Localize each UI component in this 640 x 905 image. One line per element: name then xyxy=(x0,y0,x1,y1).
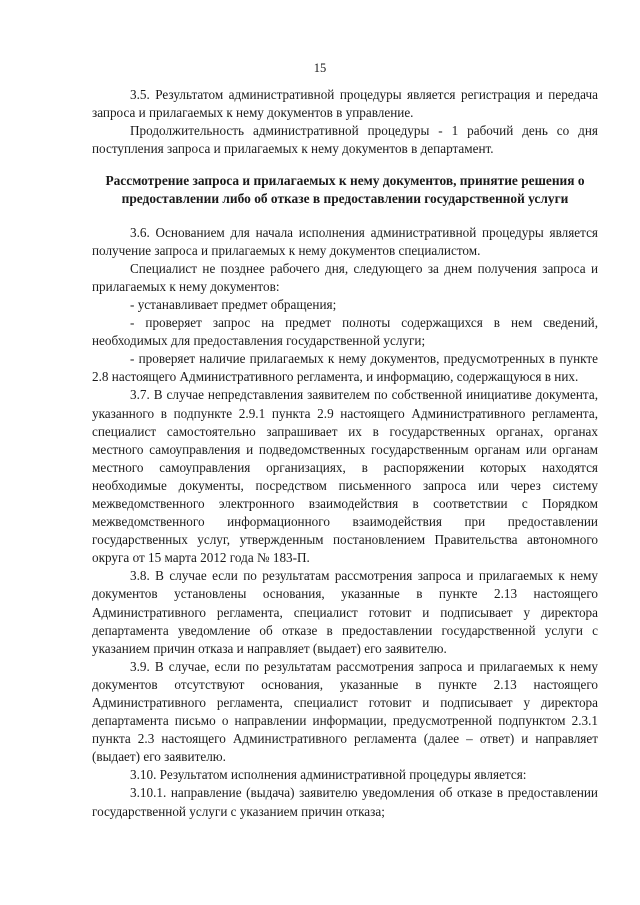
paragraph-3-9: 3.9. В случае, если по результатам рассмотрения запроса и прилагаемых к нему документов отсутствуют основания, указанные в пункте 2.13 настоящего Административного регламента, специалист готовит и подписывает у директора департамента письмо о направлении информации, предусмотренной подпунктом 2.3.1 пункта 2.3 настоящего Административного регламента (далее – ответ) и направляет (выдает) его заявителю. xyxy=(92,658,598,765)
document-body xyxy=(92,86,598,821)
list-item: - проверяет наличие прилагаемых к нему документов, предусмотренных в пункте 2.8 настоящего Административного регламента, и информацию, содержащуюся в них. xyxy=(92,351,598,385)
paragraph-3-6: 3.6. Основанием для начала исполнения административной процедуры является получение запроса и прилагаемых к нему документов специалистом. xyxy=(92,224,598,258)
paragraph-3-10-1: 3.10.1. направление (выдача) заявителю уведомления об отказе в предоставлении государственной услуги с указанием причин отказа; xyxy=(92,785,598,819)
page-number: 15 xyxy=(313,61,327,75)
paragraph-3-10: 3.10. Результатом исполнения административной процедуры является: xyxy=(130,767,527,783)
list-item: - проверяет запрос на предмет полноты содержащихся в нем сведений, необходимых для предоставления государственной услуги; xyxy=(92,315,598,349)
paragraph-3-7: 3.7. В случае непредставления заявителем по собственной инициативе документа, указанного в подпункте 2.9.1 пункта 2.9 настоящего Административного регламента, специалист самостоятельно запрашивает их в государственных органах, органах местного самоуправления и подведомственных государственным органам или органам местного самоуправления организациях, в распоряжении которых находятся необходимые документы, посредством письменного запроса или через систему межведомственного электронного взаимодействия в соответствии с Порядком межведомственного информационного взаимодействия при предоставлении государственных услуг, утвержденным постановлением Правительства автономного округа от 15 марта 2012 года № 183-П. xyxy=(92,387,598,566)
paragraph-3-5: 3.5. Результатом административной процедуры является регистрация и передача запроса и прилагаемых к нему документов в управление. xyxy=(92,87,598,121)
paragraph-specialist: Специалист не позднее рабочего дня, следующего за днем получения запроса и прилагаемых к нему документов: xyxy=(92,260,598,294)
paragraph-duration: Продолжительность административной процедуры - 1 рабочий день со дня поступления запроса и прилагаемых к нему документов в департамент. xyxy=(92,123,598,157)
section-heading: Рассмотрение запроса и прилагаемых к нему документов, принятие решения о предоставлении либо об отказе в предоставлении государственной услуги xyxy=(105,173,585,207)
paragraph-3-8: 3.8. В случае если по результатам рассмотрения запроса и прилагаемых к нему документов установлены основания, указанные в пункте 2.13 настоящего Административного регламента, специалист готовит и подписывает у директора департамента уведомление об отказе в предоставлении государственной услуги с указанием причин отказа и направляет (выдает) его заявителю. xyxy=(92,568,598,656)
list-item: - устанавливает предмет обращения; xyxy=(130,296,337,312)
